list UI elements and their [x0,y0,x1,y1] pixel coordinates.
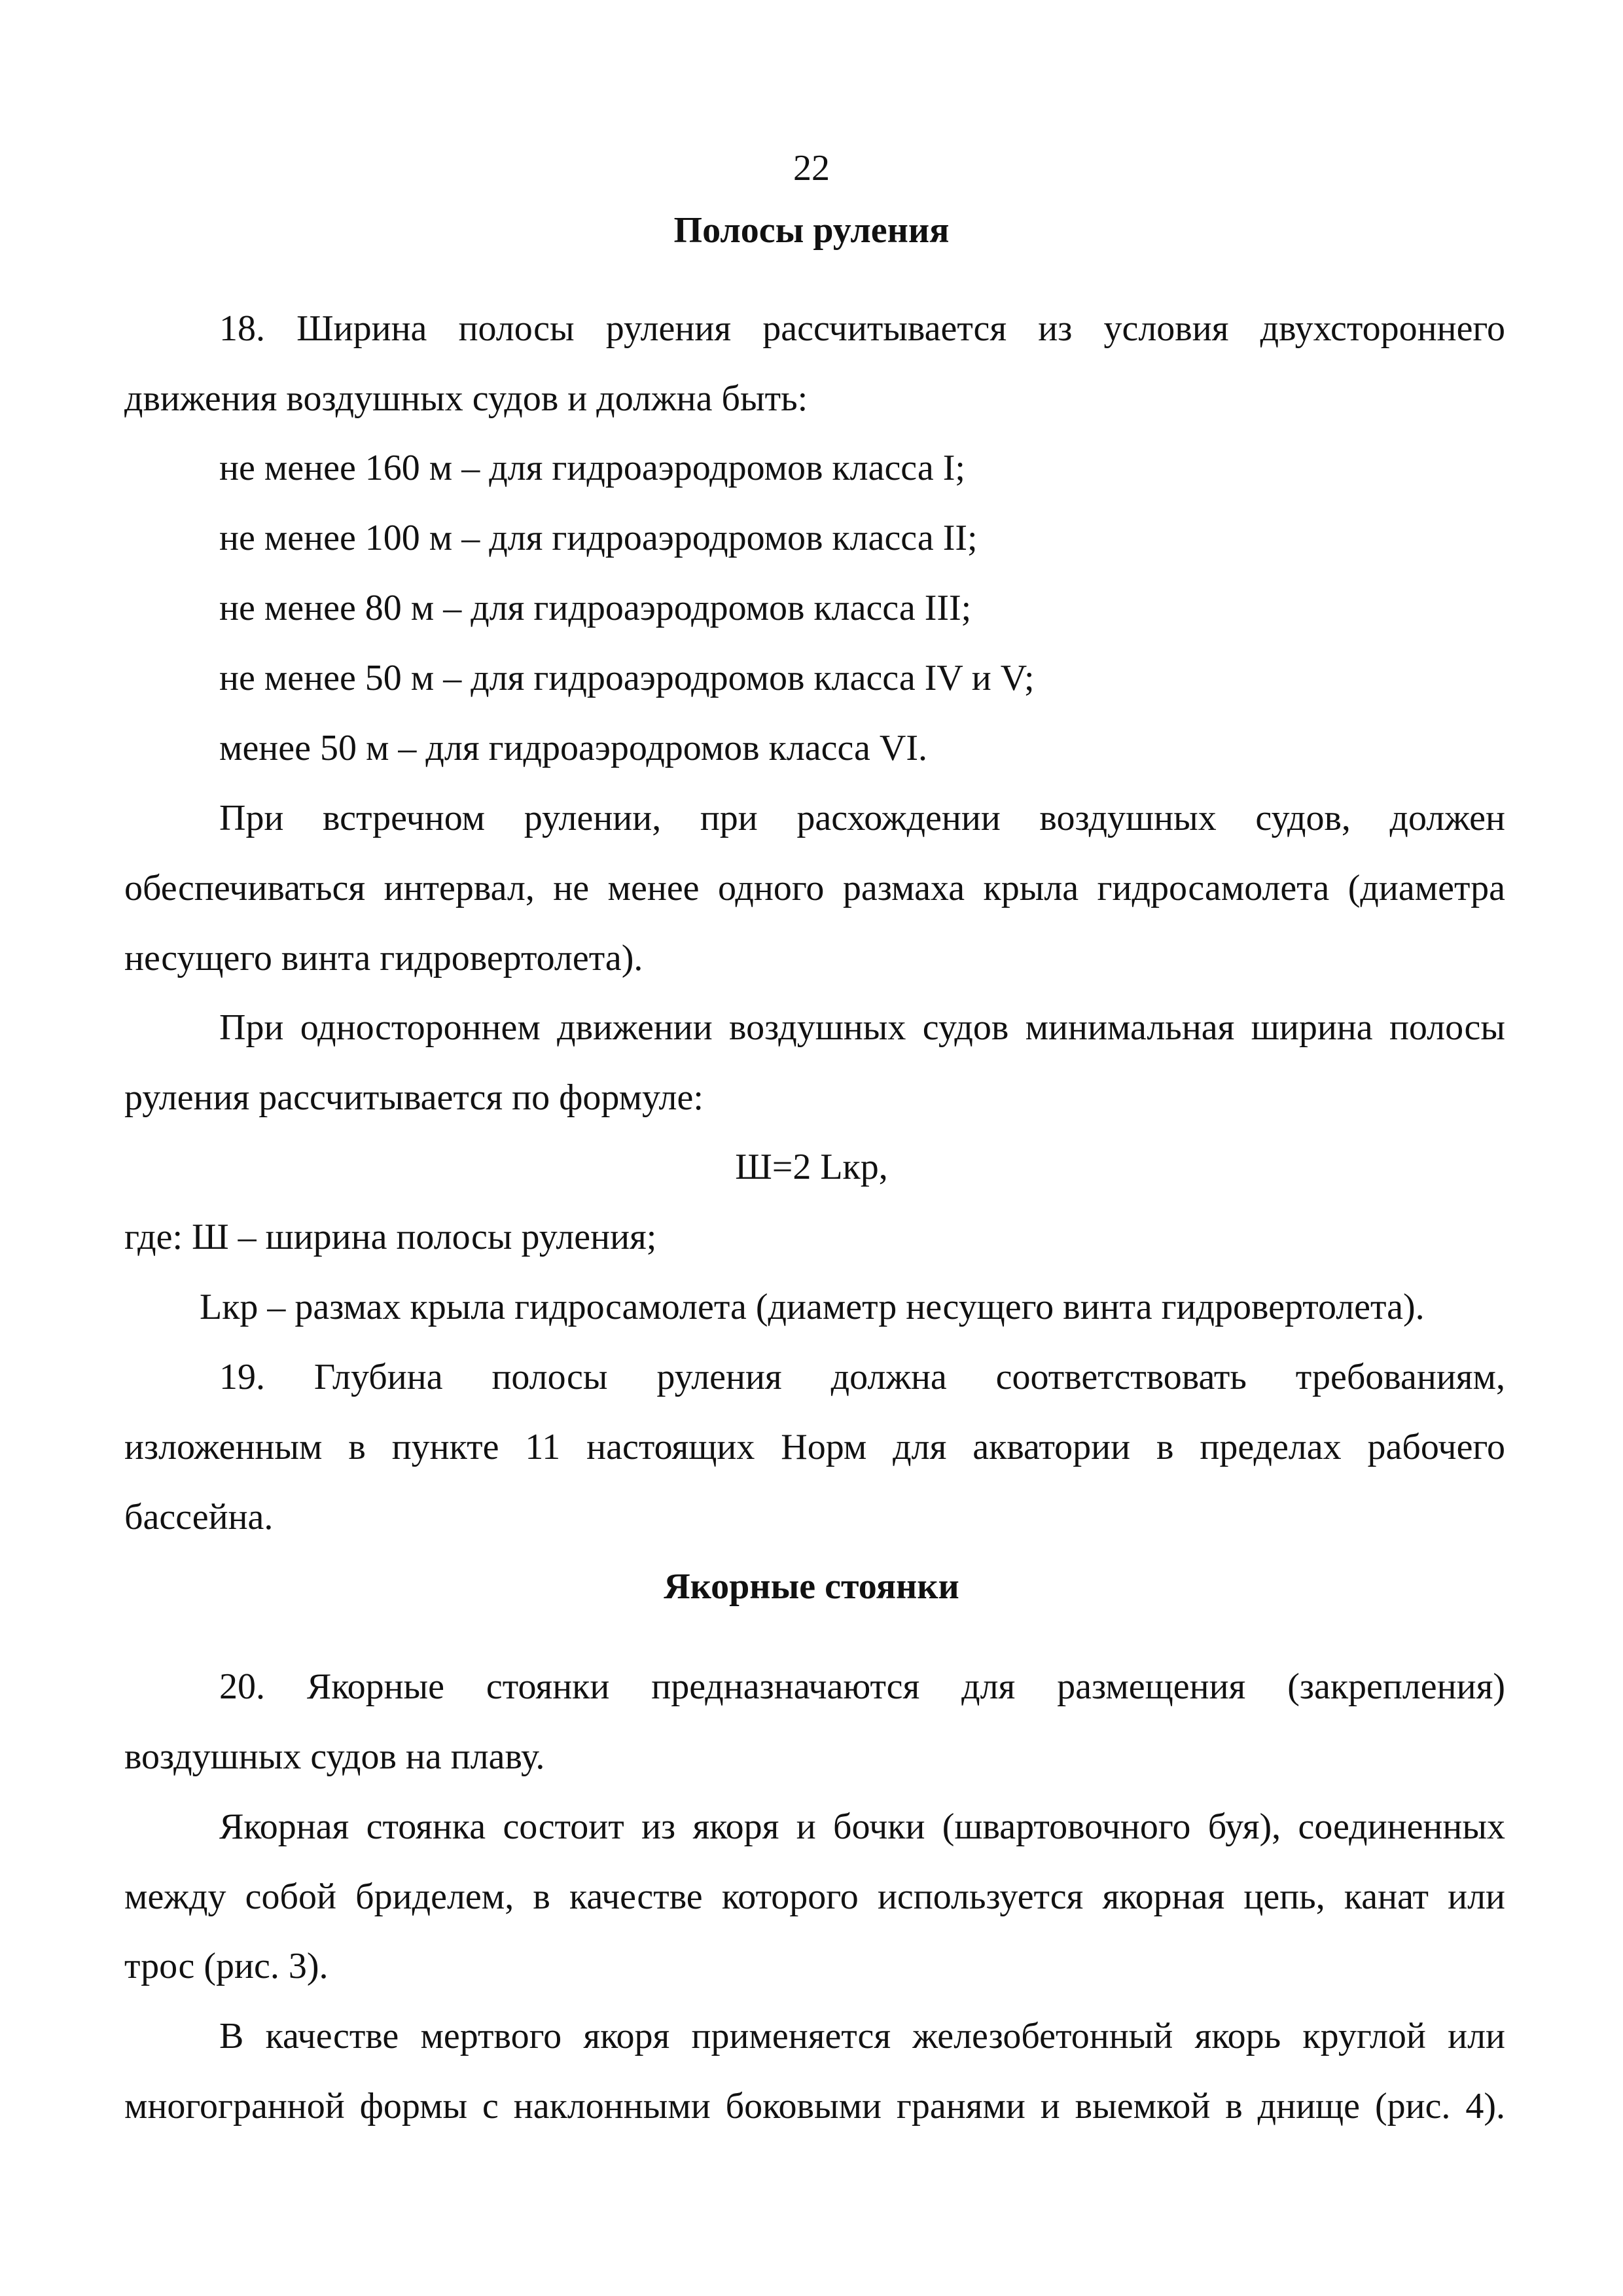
paragraph-oneway-line-1: При одностороннем движении воздушных судов минимальная ширина полосы [219,1007,1505,1048]
paragraph-18-line-1: 18. Ширина полосы руления рассчитывается из условия двухстороннего [219,308,1505,349]
formula: Ш=2 Lкр, [735,1147,888,1187]
paragraph-anchorage-line-1: Якорная стоянка состоит из якоря и бочки (швартовочного буя), соединенных [219,1806,1505,1847]
section-heading-anchorages: Якорные стоянки [664,1566,959,1607]
paragraph-anchorage-line-2: между собой бриделем, в качестве которого используется якорная цепь, канат или [124,1876,1505,1917]
paragraph-meeting-line-1: При встречном рулении, при расхождении воздушных судов, должен [219,798,1505,838]
page-number: 22 [793,148,830,188]
width-list-item: менее 50 м – для гидроаэродромов класса VI. [219,728,927,768]
paragraph-18-line-2: движения воздушных судов и должна быть: [124,378,808,419]
section-heading-taxiways: Полосы руления [673,210,950,251]
width-list-item: не менее 80 м – для гидроаэродромов класса III; [219,588,972,628]
paragraph-meeting-line-3: несущего винта гидровертолета). [124,938,643,978]
paragraph-oneway-line-2: руления рассчитывается по формуле: [124,1077,704,1118]
formula-legend-line-2: Lкр – размах крыла гидросамолета (диаметр несущего винта гидровертолета). [200,1287,1425,1327]
paragraph-19-line-1: 19. Глубина полосы руления должна соответствовать требованиям, [219,1357,1505,1397]
width-list-item: не менее 50 м – для гидроаэродромов класса IV и V; [219,658,1035,698]
paragraph-19-line-2: изложенным в пункте 11 настоящих Норм для акватории в пределах рабочего [124,1427,1505,1467]
paragraph-anchorage-line-3: трос (рис. 3). [124,1946,329,1986]
paragraph-meeting-line-2: обеспечиваться интервал, не менее одного размаха крыла гидросамолета (диаметра [124,868,1505,908]
width-list-item: не менее 160 м – для гидроаэродромов класса I; [219,448,965,488]
paragraph-dead-anchor-line-1: В качестве мертвого якоря применяется железобетонный якорь круглой или [219,2016,1505,2056]
width-list-item: не менее 100 м – для гидроаэродромов класса II; [219,518,978,558]
paragraph-20-line-1: 20. Якорные стоянки предназначаются для размещения (закрепления) [219,1666,1505,1707]
formula-legend-line-1: где: Ш – ширина полосы руления; [124,1217,657,1257]
paragraph-dead-anchor-line-2: многогранной формы с наклонными боковыми гранями и выемкой в днище (рис. 4). [124,2086,1505,2126]
paragraph-19-line-3: бассейна. [124,1497,274,1537]
paragraph-20-line-2: воздушных судов на плаву. [124,1736,545,1777]
